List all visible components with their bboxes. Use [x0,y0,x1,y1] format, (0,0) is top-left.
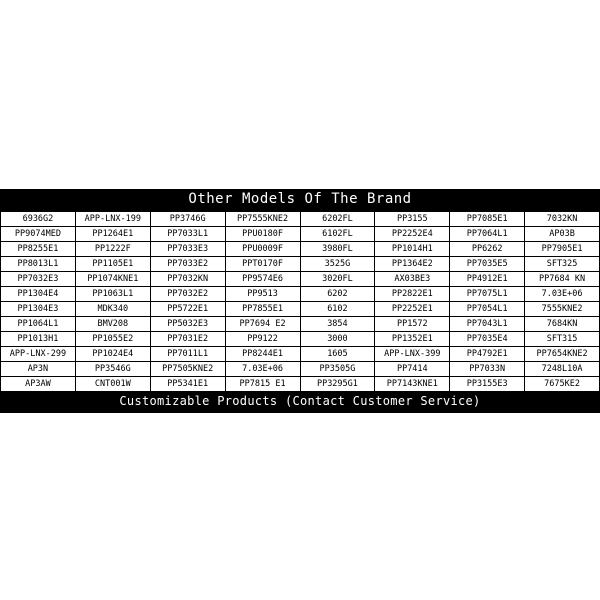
table-cell: APP-LNX-199 [75,212,150,227]
table-cell: 3000 [300,332,375,347]
table-cell: PPU0009F [225,242,300,257]
table-cell: 6202FL [300,212,375,227]
table-cell: 7675KE2 [525,377,600,392]
table-cell: PP5722E1 [150,302,225,317]
table-row [1,227,600,242]
table-cell: PP1024E4 [75,347,150,362]
table-row [1,332,600,347]
table-cell: PP9074MED [1,227,76,242]
table-cell: PP7905E1 [525,242,600,257]
table-cell: PP2252E4 [375,227,450,242]
table-cell: PP9122 [225,332,300,347]
table-cell: PP8013L1 [1,257,76,272]
table-cell: PP1064L1 [1,317,76,332]
table-cell: PP7031E2 [150,332,225,347]
table-cell: PP7085E1 [450,212,525,227]
table-cell: PP7033E3 [150,242,225,257]
table-cell: PP1014H1 [375,242,450,257]
table-cell: APP-LNX-399 [375,347,450,362]
page-title: Other Models Of The Brand [0,189,600,211]
table-row [1,242,600,257]
table-cell: PP3295G1 [300,377,375,392]
table-cell: PP7035E5 [450,257,525,272]
table-cell: 7248L10A [525,362,600,377]
table-row [1,302,600,317]
table-cell: 7.03E+06 [525,287,600,302]
table-cell: PP7033N [450,362,525,377]
table-cell: AX03BE3 [375,272,450,287]
table-cell: 3525G [300,257,375,272]
table-cell: PP5341E1 [150,377,225,392]
table-cell: PP1352E1 [375,332,450,347]
table-cell: PP7815 E1 [225,377,300,392]
table-row [1,362,600,377]
models-table-body [1,212,600,392]
table-cell: 3854 [300,317,375,332]
table-row [1,347,600,362]
table-cell: PPU0180F [225,227,300,242]
table-cell: PP3546G [75,362,150,377]
models-table-block [0,189,600,413]
table-cell: PP4792E1 [450,347,525,362]
table-row [1,317,600,332]
table-cell: APP-LNX-299 [1,347,76,362]
table-cell: 6936G2 [1,212,76,227]
table-cell: PP7505KNE2 [150,362,225,377]
table-cell: PP7694 E2 [225,317,300,332]
table-cell: CNT001W [75,377,150,392]
table-cell: AP3AW [1,377,76,392]
table-cell: PP8244E1 [225,347,300,362]
table-cell: PP1304E4 [1,287,76,302]
table-cell: PP1105E1 [75,257,150,272]
table-cell: PP7011L1 [150,347,225,362]
table-cell: PP1222F [75,242,150,257]
table-cell: PP3155 [375,212,450,227]
table-cell: PPT0170F [225,257,300,272]
table-cell: PP7064L1 [450,227,525,242]
table-cell: 7684KN [525,317,600,332]
table-cell: PP2822E1 [375,287,450,302]
table-cell: PP7555KNE2 [225,212,300,227]
table-cell: PP1013H1 [1,332,76,347]
table-cell: PP7032E3 [1,272,76,287]
table-cell: PP7054L1 [450,302,525,317]
table-cell: PP6262 [450,242,525,257]
table-row [1,212,600,227]
table-cell: SFT315 [525,332,600,347]
table-cell: PP4912E1 [450,272,525,287]
table-cell: 7.03E+06 [225,362,300,377]
table-cell: SFT325 [525,257,600,272]
table-cell: PP7684 KN [525,272,600,287]
table-cell: BMV208 [75,317,150,332]
table-cell: PP9513 [225,287,300,302]
table-cell: PP1074KNE1 [75,272,150,287]
table-cell: AP3N [1,362,76,377]
table-cell: 3020FL [300,272,375,287]
table-row [1,287,600,302]
table-cell: PP7654KNE2 [525,347,600,362]
table-cell: PP7033L1 [150,227,225,242]
table-cell: PP1304E3 [1,302,76,317]
table-cell: PP7033E2 [150,257,225,272]
table-row [1,257,600,272]
table-cell: 3980FL [300,242,375,257]
table-cell: PP7143KNE1 [375,377,450,392]
table-cell: PP1055E2 [75,332,150,347]
customizable-products-banner: Customizable Products (Contact Customer Service) [0,392,600,412]
table-cell: MDK340 [75,302,150,317]
table-cell: PP7032KN [150,272,225,287]
table-cell: 6102 [300,302,375,317]
table-cell: PP1264E1 [75,227,150,242]
table-cell: PP1572 [375,317,450,332]
table-cell: PP3155E3 [450,377,525,392]
table-cell: 1605 [300,347,375,362]
table-cell: PP2252E1 [375,302,450,317]
table-cell: PP9574E6 [225,272,300,287]
table-cell: AP03B [525,227,600,242]
table-cell: PP5032E3 [150,317,225,332]
table-cell: PP3505G [300,362,375,377]
table-cell: PP7855E1 [225,302,300,317]
table-cell: 7032KN [525,212,600,227]
models-table [0,211,600,392]
table-cell: PP7035E4 [450,332,525,347]
table-cell: PP1364E2 [375,257,450,272]
table-row [1,377,600,392]
table-cell: PP3746G [150,212,225,227]
table-cell: PP7032E2 [150,287,225,302]
table-cell: PP8255E1 [1,242,76,257]
table-cell: PP7075L1 [450,287,525,302]
table-cell: 7555KNE2 [525,302,600,317]
table-cell: PP7043L1 [450,317,525,332]
table-cell: PP1063L1 [75,287,150,302]
table-cell: PP7414 [375,362,450,377]
table-row [1,272,600,287]
table-cell: 6202 [300,287,375,302]
table-cell: 6102FL [300,227,375,242]
